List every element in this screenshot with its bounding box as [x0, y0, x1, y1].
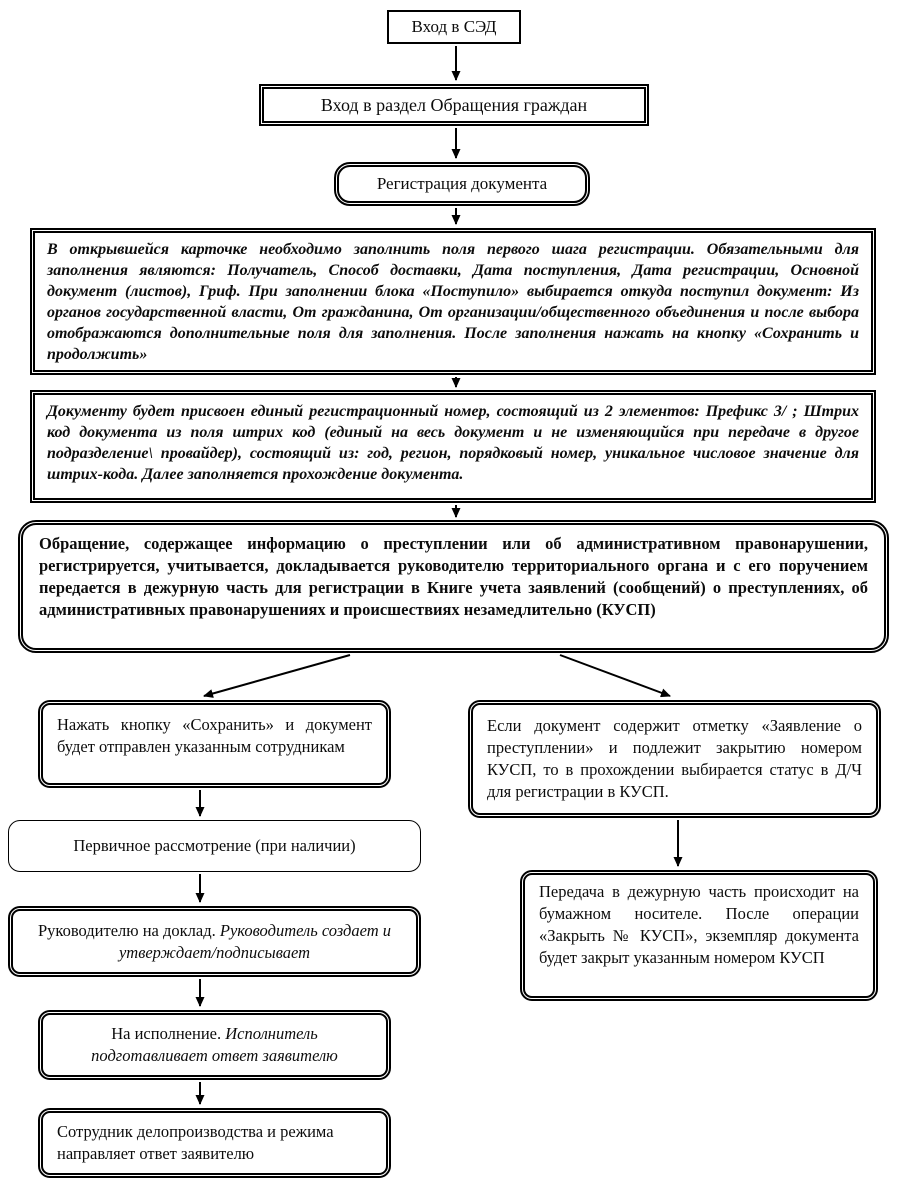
node-exec-text [57, 1023, 372, 1067]
node-clerk-label: Сотрудник делопроизводства и режима направляет ответ заявителю [57, 1122, 334, 1163]
node-save [38, 700, 391, 788]
node-clerk [38, 1108, 391, 1178]
node-registration [334, 162, 590, 206]
node-section [259, 84, 649, 126]
node-transfer [520, 870, 878, 1001]
node-transfer-label: Передача в дежурную часть происходит на бумажном носителе. После операции «Закрыть № КУСП», экземпляр документа будет закрыт указанным номером КУСП [539, 882, 859, 967]
node-head-report-text [29, 920, 400, 964]
node-if-kusp-label: Если документ содержит отметку «Заявление о преступлении» и подлежит закрытию номером КУСП, то в прохождении выбирается статус в Д/Ч для регистрации в КУСП. [487, 716, 862, 801]
node-exec-label-italic: Исполнитель подготавливает ответ заявителю [91, 1024, 338, 1065]
node-exec-label: На исполнение. [111, 1024, 226, 1043]
node-kusp-note [18, 520, 889, 653]
node-save-label: Нажать кнопку «Сохранить» и документ будет отправлен указанным сотрудникам [57, 715, 372, 756]
node-start [387, 10, 521, 44]
arrow-kusp-ifkusp [560, 655, 670, 696]
node-review-label: Первичное рассмотрение (при наличии) [73, 836, 356, 855]
node-step1-text [30, 228, 876, 375]
node-if-kusp [468, 700, 881, 818]
node-head-report-label: Руководителю на доклад. [37, 920, 220, 940]
node-step2-text [30, 390, 876, 503]
node-step1-label: В открывшейся карточке необходимо заполнить поля первого шага регистрации. Обязательными для заполнения являются: Получатель, Способ доставки, Дата поступления, Дата регистрации, Основной документ (листов), Гриф. При заполнении блока «Поступило» выбирается откуда поступил документ: Из органов государственной власти, От гражданина, От организации/общественного объединения и после выбора отображаются дополнительные поля для заполнения. После заполнения нажать на кнопку «Сохранить и продолжить» [47, 241, 859, 363]
node-review [8, 820, 421, 872]
node-head-report-label-italic: Руководитель создает и утверждает/подписывает [118, 920, 392, 962]
node-registration-label: Регистрация документа [376, 174, 548, 193]
node-exec [38, 1010, 391, 1080]
node-head-report [8, 906, 421, 977]
arrow-kusp-save [204, 655, 350, 696]
node-start-label: Вход в СЭД [411, 17, 497, 36]
node-kusp-label: Обращение, содержащее информацию о преступлении или об административном правонарушении, регистрируется, учитывается, докладывается руководителю территориального органа и с его поручением передается в дежурную часть для регистрации в Книге учета заявлений (сообщений) о преступлениях, об административных правонарушениях и происшествиях незамедлительно (КУСП) [39, 534, 868, 619]
node-step2-label: Документу будет присвоен единый регистрационный номер, состоящий из 2 элементов: Префикс 3/ ; Штрих код документа из поля штрих код (единый на весь документ и не изменяющийся при передаче в другое подразделение\ провайдер), состоящий из: год, регион, порядковый номер, уникальное числовое значение для штрих-кода. Далее заполняется прохождение документа. [47, 403, 859, 483]
node-section-label: Вход в раздел Обращения граждан [320, 94, 588, 115]
